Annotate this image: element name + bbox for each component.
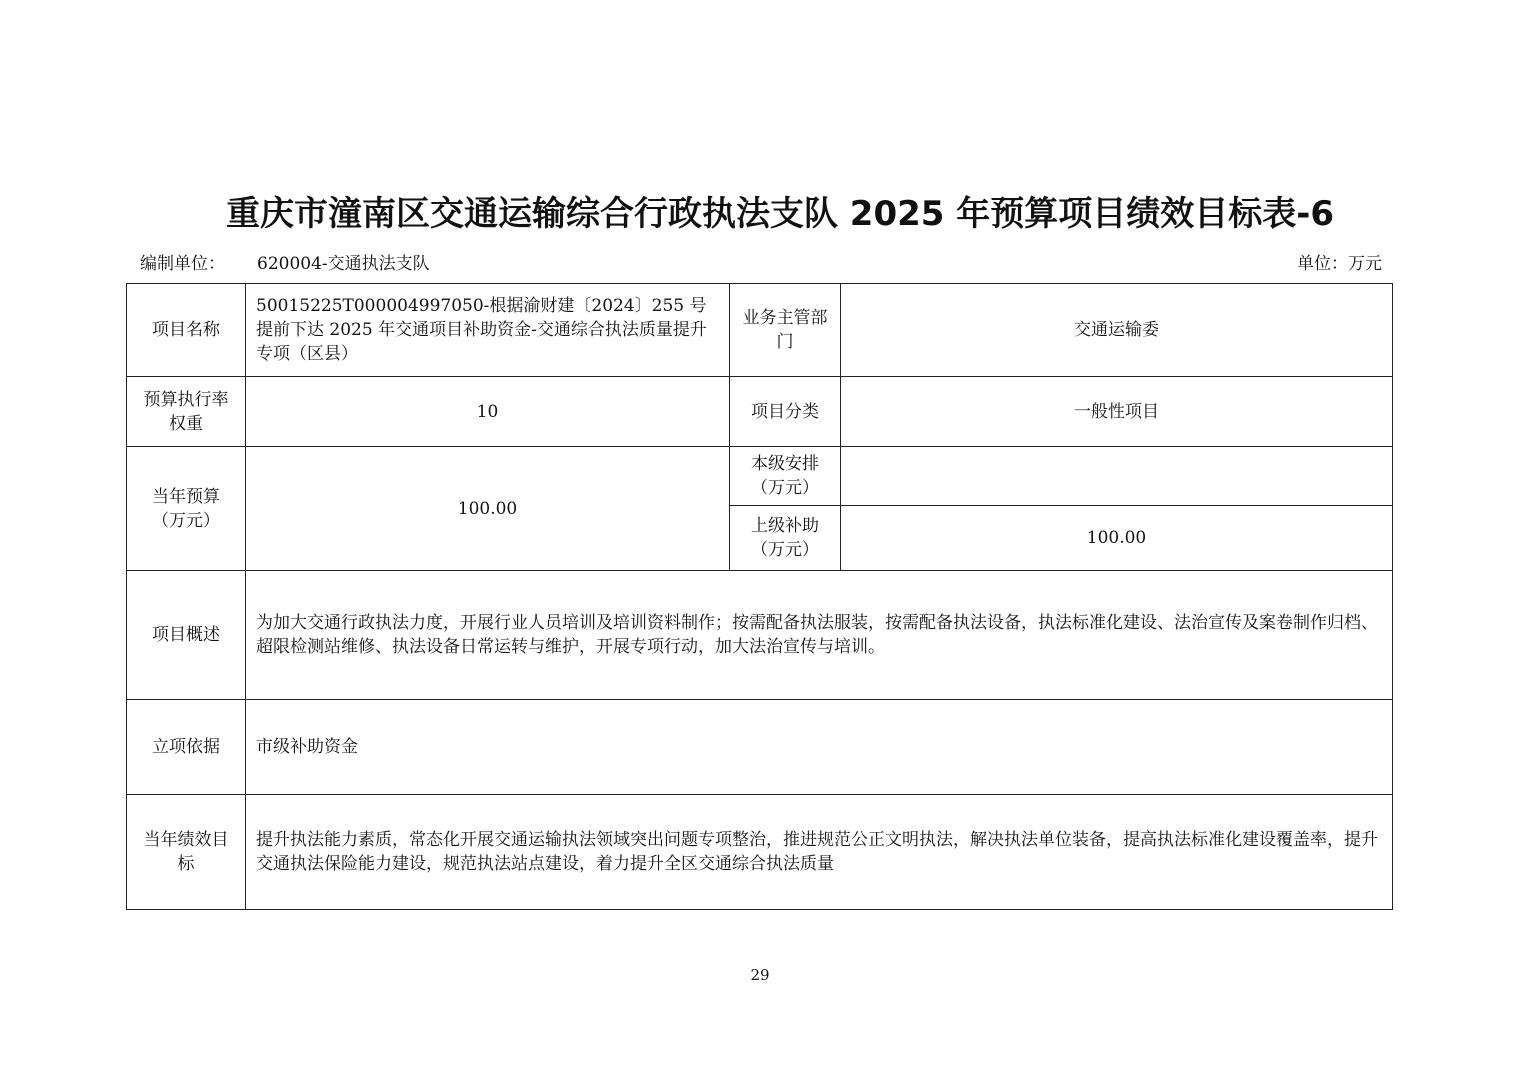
currency-unit: 单位：万元 bbox=[1297, 254, 1382, 274]
execution-weight-label: 预算执行率权重 bbox=[127, 377, 246, 447]
compiling-unit-label: 编制单位： bbox=[140, 254, 225, 274]
document-title: 重庆市潼南区交通运输综合行政执法支队 2025 年预算项目绩效目标表-6 bbox=[225, 194, 1335, 234]
superior-subsidy-value: 100.00 bbox=[841, 506, 1393, 571]
table-row bbox=[127, 284, 1393, 377]
superior-subsidy-label: 上级补助（万元） bbox=[730, 506, 841, 571]
department-value: 交通运输委 bbox=[841, 284, 1393, 377]
basis-label: 立项依据 bbox=[127, 700, 246, 795]
project-name-label: 项目名称 bbox=[127, 284, 246, 377]
page-number: 29 bbox=[750, 966, 770, 984]
category-label: 项目分类 bbox=[730, 377, 841, 447]
local-allocation-value bbox=[841, 447, 1393, 506]
basis-value: 市级补助资金 bbox=[246, 700, 1393, 795]
execution-weight-value: 10 bbox=[246, 377, 730, 447]
table-row bbox=[127, 377, 1393, 447]
goal-value: 提升执法能力素质，常态化开展交通运输执法领域突出问题专项整治，推进规范公正文明执法，解决执法单位装备，提高执法标准化建设覆盖率，提升交通执法保险能力建设，规范执法站点建设，着力提升全区交通综合执法质量 bbox=[246, 795, 1393, 910]
category-value: 一般性项目 bbox=[841, 377, 1393, 447]
department-label: 业务主管部门 bbox=[730, 284, 841, 377]
compiling-unit-value: 620004-交通执法支队 bbox=[257, 254, 430, 274]
table-row bbox=[127, 700, 1393, 795]
budget-label: 当年预算（万元） bbox=[127, 447, 246, 571]
performance-goal-table bbox=[126, 283, 1393, 910]
overview-value: 为加大交通行政执法力度，开展行业人员培训及培训资料制作；按需配备执法服装，按需配备执法设备，执法标准化建设、法治宣传及案卷制作归档、超限检测站维修、执法设备日常运转与维护，开展专项行动，加大法治宣传与培训。 bbox=[246, 571, 1393, 700]
overview-label: 项目概述 bbox=[127, 571, 246, 700]
table-row bbox=[127, 447, 1393, 506]
table-row bbox=[127, 795, 1393, 910]
table-row bbox=[127, 571, 1393, 700]
local-allocation-label: 本级安排（万元） bbox=[730, 447, 841, 506]
project-name-value: 50015225T000004997050-根据渝财建〔2024〕255 号提前下达 2025 年交通项目补助资金-交通综合执法质量提升专项（区县） bbox=[246, 284, 730, 377]
goal-label: 当年绩效目标 bbox=[127, 795, 246, 910]
compiling-unit bbox=[140, 249, 430, 274]
budget-value: 100.00 bbox=[246, 447, 730, 571]
